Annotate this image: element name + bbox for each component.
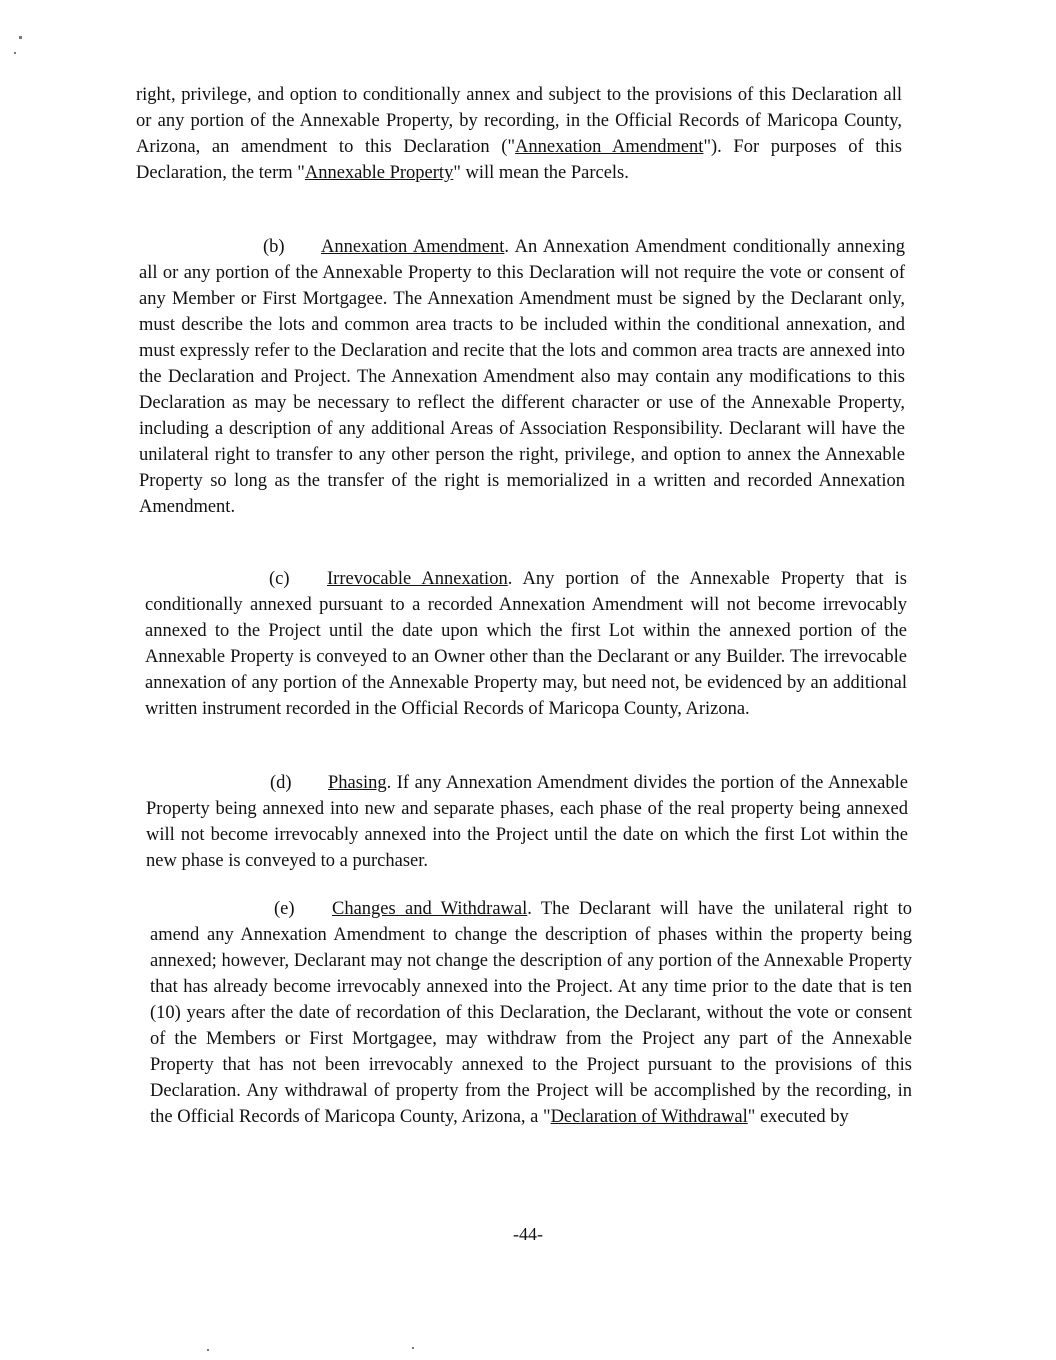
section-d-paragraph — [146, 770, 908, 874]
scan-speck — [207, 1349, 209, 1351]
scan-speck — [412, 1347, 414, 1349]
section-marker: (e) — [274, 899, 295, 919]
page-number: -44- — [513, 1224, 543, 1244]
section-body: . If any Annexation Amendment divides the portion of the Annexable Property being annexed into new and separate phases, each phase of the real property being annexed will not become irrevocably annexed into the Project until the date on which the first Lot within the new phase is conveyed to a purchaser. — [146, 773, 908, 871]
section-heading: Irrevocable Annexation — [327, 569, 508, 589]
section-b-paragraph — [139, 234, 905, 520]
section-heading: Phasing — [328, 773, 387, 793]
section-heading: Annexation Amendment — [321, 237, 505, 257]
section-c-paragraph — [145, 566, 907, 722]
intro-text-1: right, privilege, and option to conditionally annex and subject to the provisions of this Declaration all or any portion of the Annexable Property, by recording, in the Official Records of Maricopa County, Arizona, an amendment to this Declaration (" — [136, 85, 902, 157]
section-body: . Any portion of the Annexable Property that is conditionally annexed pursuant to a recorded Annexation Amendment will not become irrevocably annexed to the Project until the date upon which the first Lot within the annexed portion of the Annexable Property is conveyed to an Owner other than the Declarant or any Builder. The irrevocable annexation of any portion of the Annexable Property may, but need not, be evidenced by an additional written instrument recorded in the Official Records of Maricopa County, Arizona. — [145, 569, 907, 719]
section-body: . An Annexation Amendment conditionally annexing all or any portion of the Annexable Property to this Declaration will not require the vote or consent of any Member or First Mortgagee. The Annexation Amendment must be signed by the Declarant only, must describe the lots and common area tracts to be included within the conditional annexation, and must expressly refer to the Declaration and recite that the lots and common area tracts are annexed into the Declaration and Project. The Annexation Amendment also may contain any modifications to this Declaration as may be necessary to reflect the different character or use of the Annexable Property, including a description of any additional Areas of Association Responsibility. Declarant will have the unilateral right to transfer to any other person the right, privilege, and option to annex the Annexable Property so long as the transfer of the right is memorialized in a written and recorded Annexation Amendment. — [139, 237, 905, 517]
intro-text-3: " will mean the Parcels. — [453, 163, 629, 183]
section-e-paragraph — [150, 896, 912, 1130]
section-marker: (b) — [263, 237, 285, 257]
intro-paragraph — [136, 82, 902, 186]
scan-speck — [14, 52, 16, 54]
defined-term-declaration-of-withdrawal: Declaration of Withdrawal — [550, 1107, 748, 1127]
scan-speck — [19, 36, 22, 39]
section-body: . The Declarant will have the unilateral right to amend any Annexation Amendment to change the description of phases within the property being annexed; however, Declarant may not change the description of any portion of the Annexable Property that has already become irrevocably annexed into the Project. At any time prior to the date that is ten (10) years after the date of recordation of this Declaration, the Declarant, without the vote or consent of the Members or First Mortgagee, may withdraw from the Project any part of the Annexable Property that has not been irrevocably annexed to the Project pursuant to the provisions of this Declaration. Any withdrawal of property from the Project will be accomplished by the recording, in the Official Records of Maricopa County, Arizona, a " — [150, 899, 912, 1127]
section-heading: Changes and Withdrawal — [332, 899, 528, 919]
defined-term-annexation-amendment: Annexation Amendment — [515, 137, 704, 157]
defined-term-annexable-property: Annexable Property — [304, 163, 454, 183]
intro-text-2: "). For purposes of this Declaration, the term " — [136, 137, 903, 183]
section-marker: (d) — [270, 773, 292, 793]
section-tail: " executed by — [747, 1107, 849, 1127]
section-marker: (c) — [269, 569, 290, 589]
